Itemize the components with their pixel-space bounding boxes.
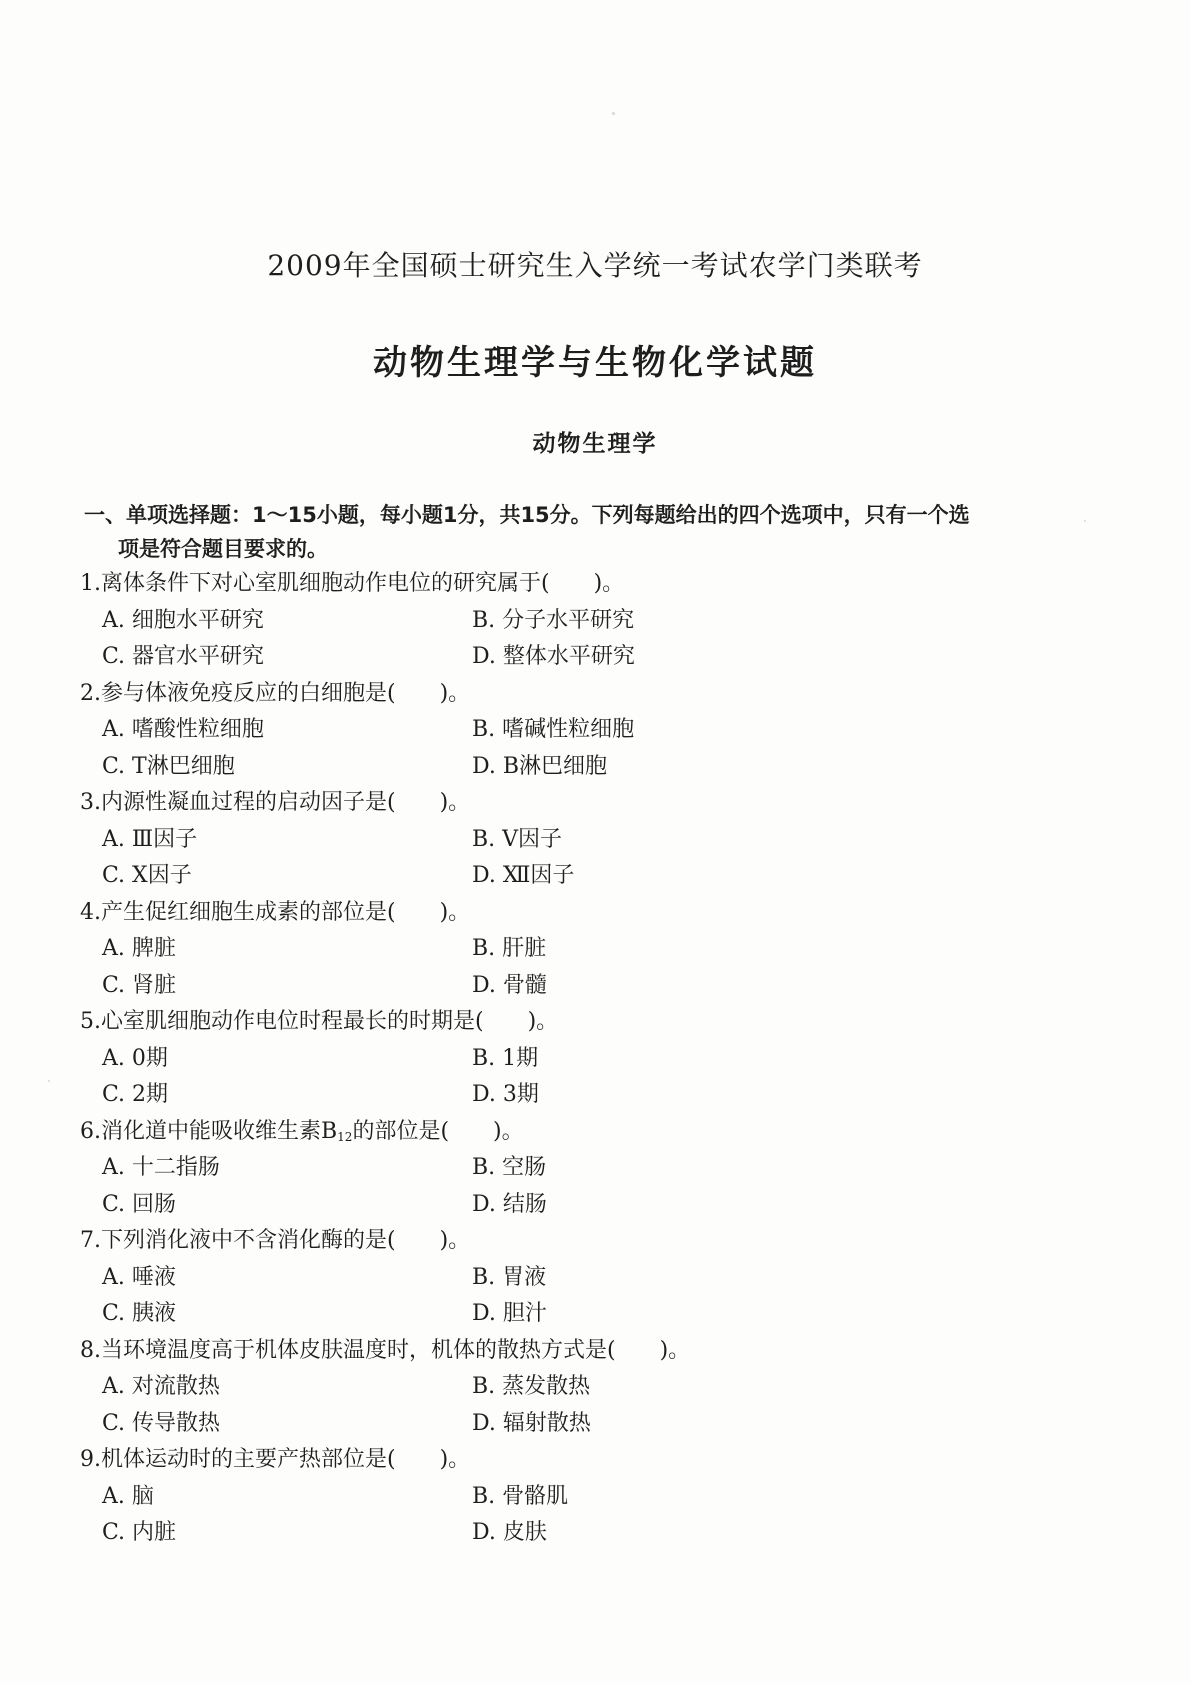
question-9 (80, 1442, 1080, 1552)
question-stem: 1.离体条件下对心室肌细胞动作电位的研究属于( )。 (80, 571, 625, 596)
option-a: A. 唾液 (102, 1264, 176, 1290)
question-stem: 5.心室肌细胞动作电位时程最长的时期是( )。 (80, 1009, 559, 1034)
option-b: B. 分子水平研究 (472, 607, 635, 633)
option-a: A. 十二指肠 (102, 1155, 220, 1180)
question-7 (80, 1223, 1080, 1333)
option-a: A. 对流散热 (102, 1374, 220, 1399)
option-c: C. 内脏 (102, 1520, 177, 1545)
question-2 (80, 676, 1080, 786)
question-stem: 2.参与体液免疫反应的白细胞是( )。 (80, 680, 471, 706)
option-c: C. 回肠 (102, 1191, 177, 1217)
scan-speck (48, 1080, 50, 1082)
option-c: C. 2期 (102, 1082, 169, 1107)
option-a: A. Ⅲ因子 (102, 826, 198, 852)
option-d: D. 皮肤 (472, 1520, 547, 1545)
exam-title: 2009年全国硕士研究生入学统一考试农学门类联考 (267, 249, 923, 282)
option-a: A. 脑 (102, 1483, 154, 1509)
option-b: B. 胃液 (472, 1264, 547, 1290)
question-3 (80, 785, 1080, 895)
question-list (80, 566, 1080, 1552)
question-stem: 8.当环境温度高于机体皮肤温度时，机体的散热方式是( )。 (80, 1337, 691, 1363)
option-c: C. Ⅹ因子 (102, 863, 192, 888)
question-4 (80, 895, 1080, 1005)
option-b: B. 空肠 (472, 1155, 547, 1180)
option-c: C. 胰液 (102, 1301, 177, 1326)
option-b: B. 蒸发散热 (472, 1374, 591, 1399)
section-instruction-line2: 项是符合题目要求的。 (118, 537, 328, 561)
section-instruction-line1: 一、单项选择题：1～15小题，每小题1分，共15分。下列每题给出的四个选项中，只有一个选 (84, 503, 970, 527)
option-b: B. Ⅴ因子 (472, 826, 563, 852)
question-1 (80, 566, 1080, 676)
question-stem (80, 1114, 524, 1156)
vitamin-subscript: 12 (337, 1129, 353, 1144)
option-c: C. 肾脏 (102, 972, 177, 998)
option-c: C. 传导散热 (102, 1410, 221, 1436)
option-b: B. 肝脏 (472, 936, 547, 961)
part-title: 动物生理学 (532, 431, 658, 457)
question-stem-after: 的部位是( )。 (352, 1118, 524, 1144)
question-stem-before: 6.消化道中能吸收维生素B (80, 1118, 338, 1144)
question-5 (80, 1004, 1080, 1114)
option-d: D. 3期 (472, 1082, 539, 1107)
question-6 (80, 1114, 1080, 1224)
option-a: A. 0期 (102, 1045, 168, 1071)
question-8 (80, 1333, 1080, 1443)
question-stem: 7.下列消化液中不含消化酶的是( )。 (80, 1228, 471, 1253)
option-d: D. 骨髓 (472, 972, 547, 998)
question-stem: 9.机体运动时的主要产热部位是( )。 (80, 1447, 471, 1472)
paper-title: 动物生理学与生物化学试题 (373, 343, 817, 383)
question-stem: 3.内源性凝血过程的启动因子是( )。 (80, 790, 471, 815)
option-a: A. 细胞水平研究 (102, 607, 264, 633)
option-a: A. 脾脏 (102, 936, 176, 961)
option-b: B. 1期 (472, 1045, 539, 1071)
option-b: B. 嗜碱性粒细胞 (472, 717, 635, 742)
option-b: B. 骨骼肌 (472, 1483, 569, 1509)
option-a: A. 嗜酸性粒细胞 (102, 717, 264, 742)
scan-speck (1084, 520, 1086, 522)
option-c: C. 器官水平研究 (102, 644, 265, 669)
option-d: D. 整体水平研究 (472, 644, 635, 669)
option-d: D. 结肠 (472, 1191, 547, 1217)
option-d: D. Ⅻ因子 (472, 863, 575, 888)
option-d: D. 胆汁 (472, 1301, 547, 1326)
scan-speck (612, 112, 615, 115)
option-d: D. 辐射散热 (472, 1410, 591, 1436)
question-stem: 4.产生促红细胞生成素的部位是( )。 (80, 899, 471, 925)
option-c: C. T淋巴细胞 (102, 753, 235, 779)
section-instruction (84, 498, 1064, 566)
option-d: D. B淋巴细胞 (472, 753, 608, 779)
